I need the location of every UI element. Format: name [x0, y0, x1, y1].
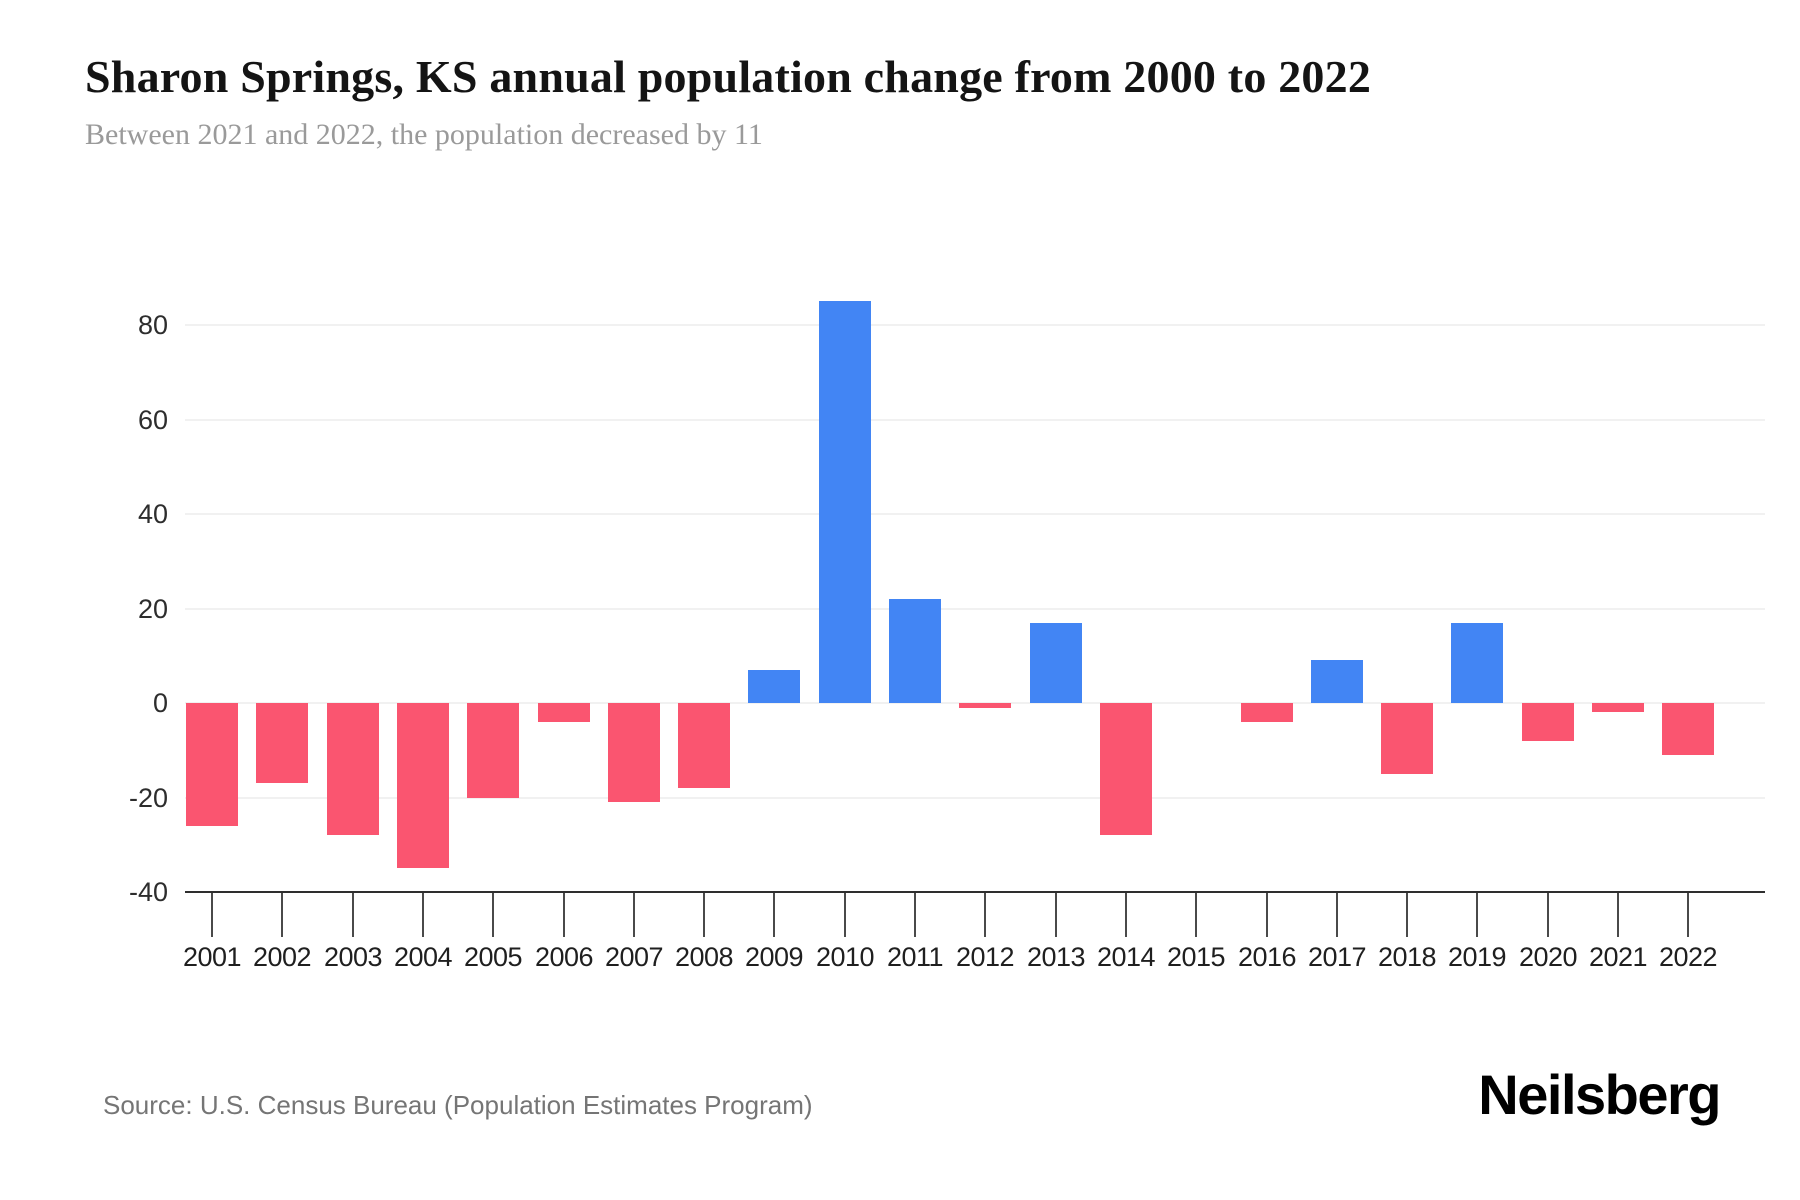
- y-axis-label-0: 0: [152, 688, 168, 718]
- x-axis-label-2004: 2004: [393, 942, 453, 972]
- gridline-y20: [185, 608, 1765, 610]
- y-axis-label-80: 80: [137, 310, 168, 340]
- x-axis-label-2015: 2015: [1166, 942, 1226, 972]
- bar-2010[interactable]: [819, 301, 871, 703]
- x-axis-label-2008: 2008: [674, 942, 734, 972]
- x-axis-tick-2007: [633, 893, 635, 937]
- bar-2008[interactable]: [678, 703, 730, 788]
- bar-2004[interactable]: [397, 703, 449, 868]
- bar-2014[interactable]: [1100, 703, 1152, 835]
- bar-2006[interactable]: [538, 703, 590, 722]
- y-axis-label-60: 60: [137, 404, 168, 435]
- x-axis-tick-2010: [844, 893, 846, 937]
- y-axis-label--40: -40: [128, 877, 168, 907]
- x-axis-label-2005: 2005: [463, 942, 523, 972]
- bar-2022[interactable]: [1662, 703, 1714, 755]
- x-axis-tick-2003: [352, 893, 354, 937]
- bar-2002[interactable]: [256, 703, 308, 783]
- x-axis-label-2017: 2017: [1307, 942, 1367, 972]
- x-axis-tick-2005: [492, 893, 494, 937]
- x-axis-label-2001: 2001: [182, 942, 242, 972]
- x-axis-label-2021: 2021: [1588, 942, 1648, 972]
- x-axis-tick-2006: [563, 893, 565, 937]
- x-axis-tick-2008: [703, 893, 705, 937]
- bar-2018[interactable]: [1381, 703, 1433, 774]
- chart-subtitle: Between 2021 and 2022, the population decreased by 11: [85, 118, 763, 151]
- x-axis-label-2022: 2022: [1658, 942, 1718, 972]
- x-axis-tick-2011: [914, 893, 916, 937]
- x-axis-label-2020: 2020: [1518, 942, 1578, 972]
- x-axis-label-2018: 2018: [1377, 942, 1437, 972]
- x-axis-label-2007: 2007: [604, 942, 664, 972]
- x-axis-label-2009: 2009: [744, 942, 804, 972]
- y-axis-label-40: 40: [137, 499, 168, 529]
- y-axis-label--20: -20: [128, 782, 168, 813]
- x-axis-tick-2018: [1406, 893, 1408, 937]
- x-axis-label-2019: 2019: [1447, 942, 1507, 972]
- x-axis-label-2016: 2016: [1237, 942, 1297, 972]
- x-axis-tick-2015: [1195, 893, 1197, 937]
- gridline-y80: [185, 324, 1765, 326]
- x-axis-label-2010: 2010: [815, 942, 875, 972]
- x-axis-label-2002: 2002: [252, 942, 312, 972]
- x-axis-label-2012: 2012: [955, 942, 1015, 972]
- gridline-y40: [185, 513, 1765, 515]
- x-axis-tick-2020: [1547, 893, 1549, 937]
- x-axis-tick-2002: [281, 893, 283, 937]
- x-axis-tick-2016: [1266, 893, 1268, 937]
- x-axis-tick-2019: [1476, 893, 1478, 937]
- bar-2020[interactable]: [1522, 703, 1574, 741]
- x-axis-label-2014: 2014: [1096, 942, 1156, 972]
- neilsberg-logo: Neilsberg: [1478, 1063, 1720, 1126]
- gridline-y60: [185, 419, 1765, 421]
- bar-2001[interactable]: [186, 703, 238, 826]
- x-axis-tick-2021: [1617, 893, 1619, 937]
- x-axis-tick-2001: [211, 893, 213, 937]
- x-axis-line: [185, 891, 1765, 893]
- x-axis-tick-2012: [984, 893, 986, 937]
- x-axis-tick-2013: [1055, 893, 1057, 937]
- chart-title: Sharon Springs, KS annual population change from 2000 to 2022: [85, 51, 1372, 102]
- x-axis-label-2003: 2003: [323, 942, 383, 972]
- source-note: Source: U.S. Census Bureau (Population Estimates Program): [103, 1090, 813, 1120]
- bar-2016[interactable]: [1241, 703, 1293, 722]
- bar-2021[interactable]: [1592, 703, 1644, 712]
- bar-2005[interactable]: [467, 703, 519, 798]
- bar-2011[interactable]: [889, 599, 941, 703]
- bar-2013[interactable]: [1030, 623, 1082, 703]
- x-axis-tick-2022: [1687, 893, 1689, 937]
- y-axis-label-20: 20: [137, 593, 168, 624]
- bar-2019[interactable]: [1451, 623, 1503, 703]
- x-axis-tick-2017: [1336, 893, 1338, 937]
- x-axis-tick-2009: [773, 893, 775, 937]
- bar-2017[interactable]: [1311, 660, 1363, 703]
- bar-2012[interactable]: [959, 703, 1011, 708]
- bar-2009[interactable]: [748, 670, 800, 703]
- bar-2007[interactable]: [608, 703, 660, 802]
- x-axis-tick-2014: [1125, 893, 1127, 937]
- x-axis-label-2006: 2006: [534, 942, 594, 972]
- x-axis-label-2011: 2011: [886, 942, 944, 972]
- bar-2003[interactable]: [327, 703, 379, 835]
- x-axis-label-2013: 2013: [1026, 942, 1086, 972]
- x-axis-tick-2004: [422, 893, 424, 937]
